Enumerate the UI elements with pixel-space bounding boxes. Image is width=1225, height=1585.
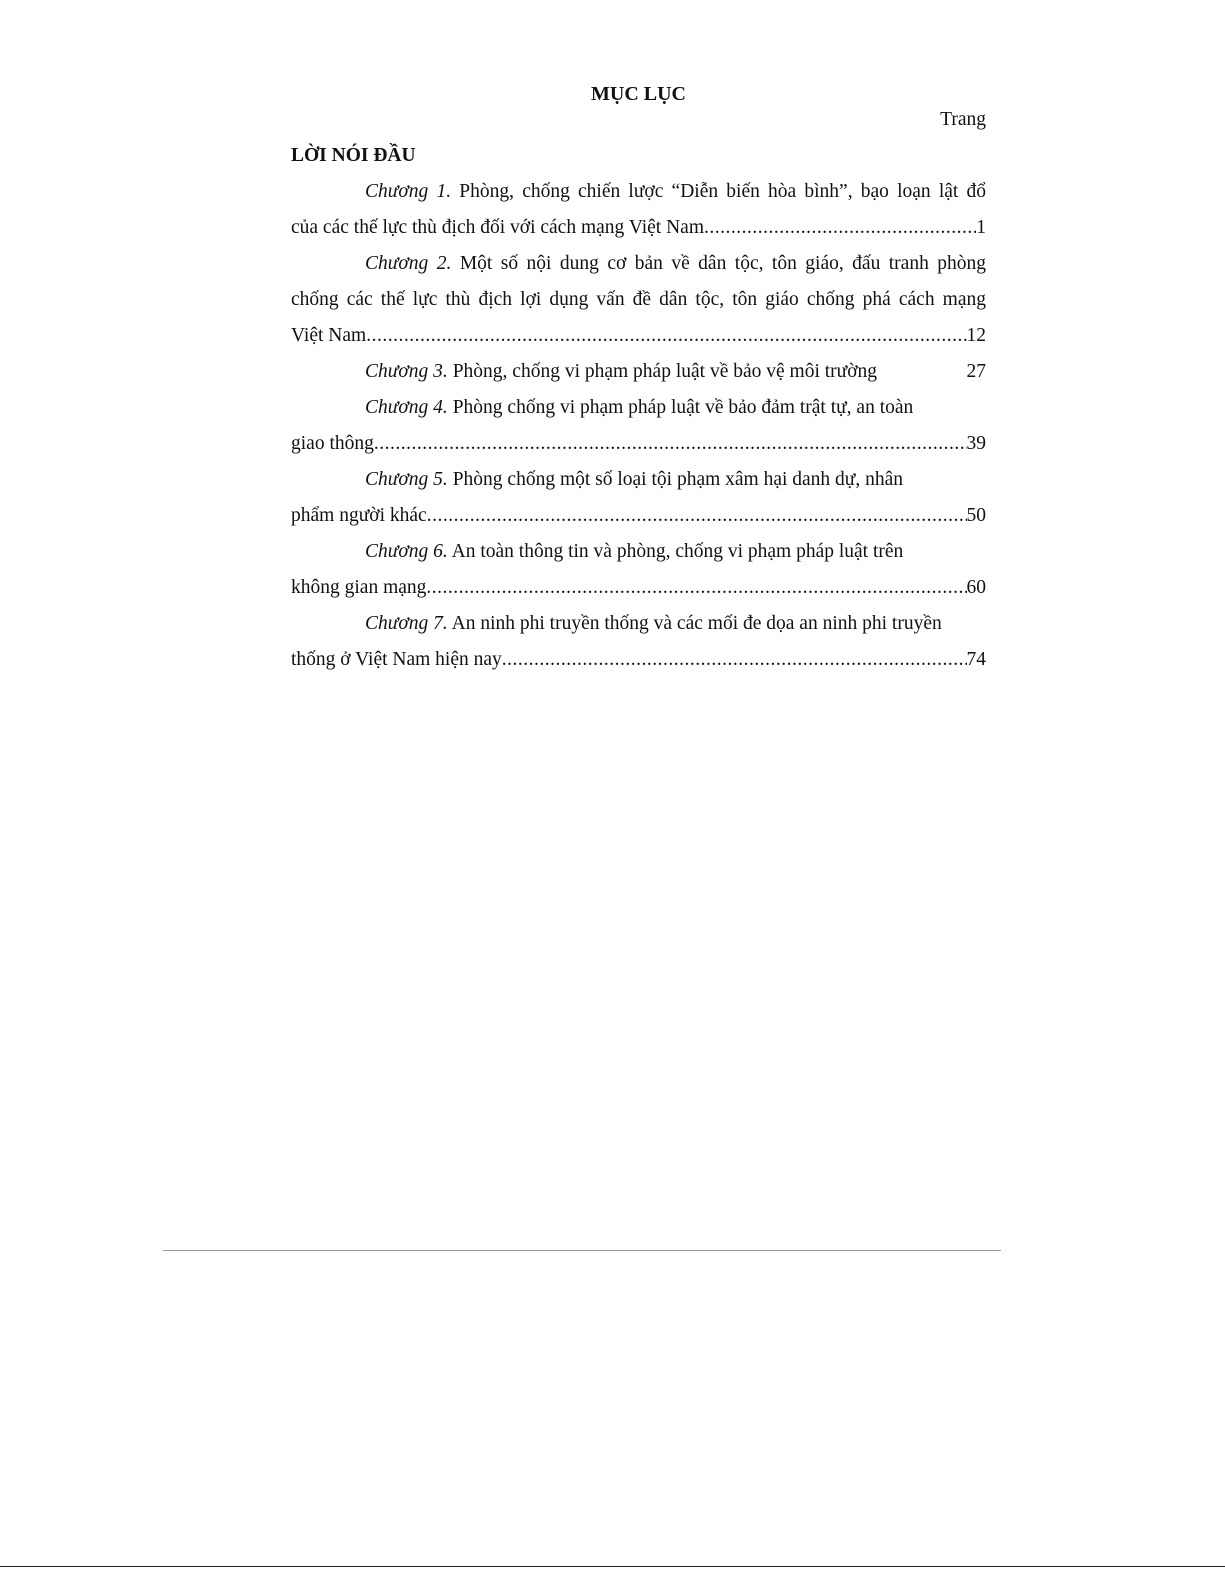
page-column-label: Trang: [940, 109, 986, 130]
toc-title: MỤC LỤC: [591, 83, 686, 105]
page-number: 1: [976, 217, 986, 238]
chapter-label: Chương 2.: [365, 253, 452, 274]
page-number: 27: [966, 361, 986, 382]
page-number: 74: [966, 649, 986, 670]
chapter-title-part: An toàn thông tin và phòng, chống vi phạm pháp luật trên: [451, 541, 904, 562]
toc-entry-chapter-6[interactable]: [291, 534, 986, 606]
toc-entry-chapter-4[interactable]: [291, 390, 986, 462]
dot-leader: [427, 498, 967, 534]
chapter-title-part: chống các thế lực thù địch lợi dụng vấn đề dân tộc, tôn giáo chống phá cách mạng: [291, 289, 986, 310]
page-number: 50: [966, 505, 986, 526]
chapter-title-part: Phòng chống vi phạm pháp luật về bảo đảm trật tự, an toàn: [452, 397, 914, 418]
page-number: 12: [966, 325, 986, 346]
chapter-title-part: thống ở Việt Nam hiện nay: [291, 649, 502, 670]
chapter-title-part: Việt Nam: [291, 325, 367, 346]
page-number: 39: [966, 433, 986, 454]
toc-entry-first-line: [291, 174, 986, 210]
dot-leader: [704, 210, 976, 246]
toc-entry-first-line: [291, 462, 986, 498]
toc-entry-first-line: [291, 390, 986, 426]
chapter-label: Chương 4.: [365, 397, 448, 418]
chapter-title-part: phẩm người khác: [291, 505, 427, 526]
chapter-label: Chương 1.: [365, 181, 452, 202]
chapter-label: Chương 5.: [365, 469, 448, 490]
toc-entry-chapter-1[interactable]: [291, 174, 986, 246]
chapter-title-part: của các thế lực thù địch đối với cách mạng Việt Nam: [291, 217, 704, 238]
preface-heading: LỜI NÓI ĐẦU: [291, 145, 416, 166]
dot-leader: [374, 426, 967, 462]
page-footer-rule: [163, 1250, 1001, 1251]
toc-entry-first-line: [291, 534, 986, 570]
toc-entry-chapter-3[interactable]: [291, 354, 986, 390]
toc-entry-first-line: [291, 246, 986, 282]
chapter-title-part: Một số nội dung cơ bản về dân tộc, tôn giáo, đấu tranh phòng: [459, 253, 986, 274]
dot-leader: [426, 570, 966, 606]
toc-leader-line: [291, 642, 986, 678]
page-bottom-edge: [0, 1566, 1225, 1567]
page-number: 60: [966, 577, 986, 598]
dot-leader: [366, 318, 966, 354]
toc-entry-chapter-5[interactable]: [291, 462, 986, 534]
dot-leader: [502, 642, 967, 678]
toc-leader-line: [291, 426, 986, 462]
toc-entry-first-line: [291, 606, 986, 642]
toc-leader-line: [291, 498, 986, 534]
chapter-label: Chương 7.: [365, 613, 448, 634]
table-of-contents: [291, 76, 986, 678]
chapter-label: Chương 3.: [365, 361, 448, 382]
toc-leader-line: [291, 570, 986, 606]
chapter-label: Chương 6.: [365, 541, 448, 562]
chapter-title-part: [365, 354, 947, 390]
toc-entry-chapter-7[interactable]: [291, 606, 986, 678]
toc-leader-line: [291, 210, 986, 246]
chapter-title-part: An ninh phi truyền thống và các mối đe dọa an ninh phi truyền: [451, 613, 942, 634]
chapter-title-part: giao thông: [291, 433, 374, 454]
toc-entry-first-line: [291, 354, 986, 390]
chapter-title-part: Phòng chống một số loại tội phạm xâm hại danh dự, nhân: [452, 469, 904, 490]
chapter-title-part: Phòng, chống chiến lược “Diễn biến hòa bình”, bạo loạn lật đổ: [459, 181, 986, 202]
toc-entry-chapter-2[interactable]: [291, 246, 986, 354]
chapter-title-part: Phòng, chống vi phạm pháp luật về bảo vệ môi trường: [452, 361, 878, 382]
toc-leader-line: [291, 318, 986, 354]
chapter-title-part: không gian mạng: [291, 577, 427, 598]
